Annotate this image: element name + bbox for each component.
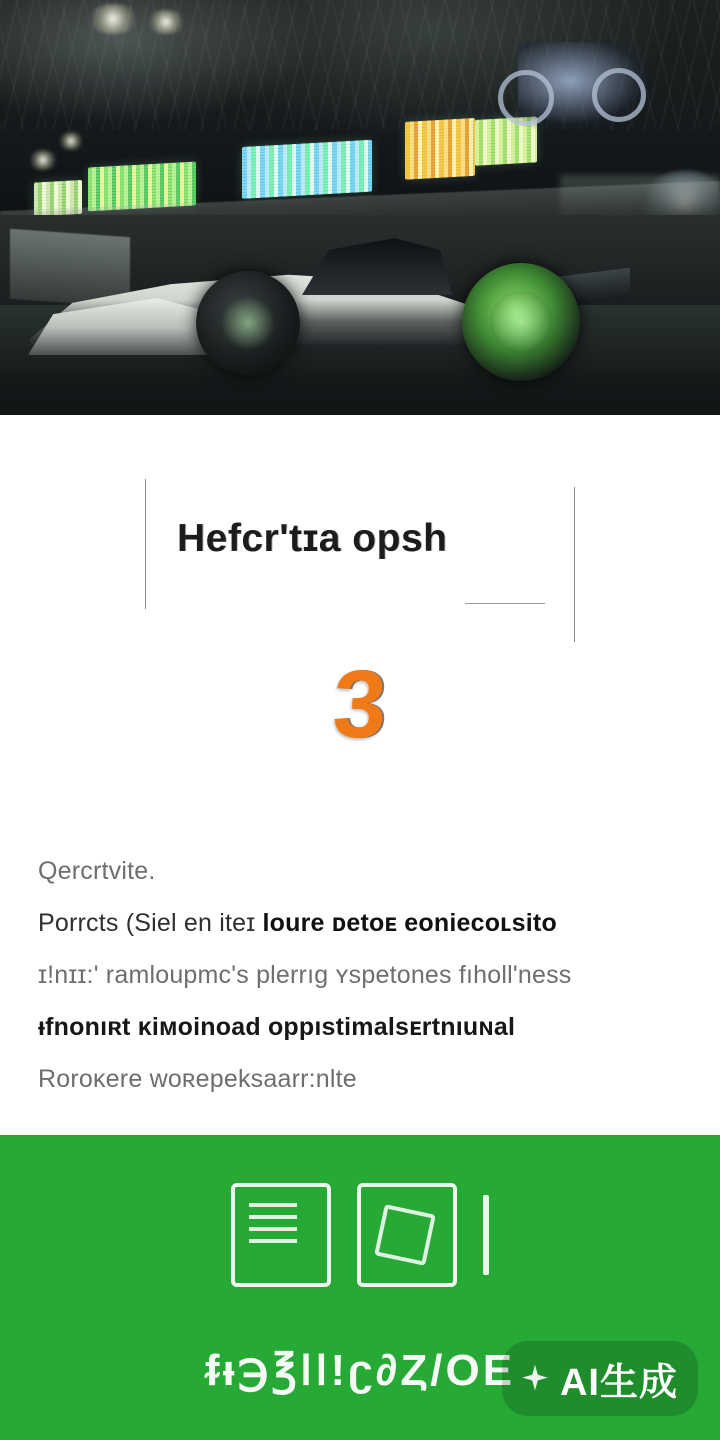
body-line (38, 897, 698, 949)
ai-watermark-label: AI生成 (559, 1362, 678, 1404)
body-line: ɪ!nɪɪ:' ramloupmc's plerrıg ʏspetones fıholl'ness (38, 961, 572, 989)
page-title: Hefcr'tɪa opsh (177, 517, 448, 560)
title-block (145, 479, 575, 639)
body-line: ᵼfnonıʀt ᴋiᴍoinoad oppıstimalsᴇrtnıuɴal (38, 1013, 516, 1041)
title-rule-bottom (465, 603, 545, 604)
car-front-wheel (196, 271, 300, 375)
led-board (405, 118, 475, 180)
title-rule-left (145, 479, 146, 609)
sparkle-icon (518, 1362, 552, 1396)
motorcycle-wheel (592, 68, 646, 122)
body-line-lead: Porrcts (Siel en iteɪ (38, 909, 256, 937)
step-number-badge: 3 (330, 651, 390, 758)
race-car (10, 188, 630, 403)
motorcycle-wheel (498, 70, 554, 126)
body-line-tail: loure ᴅetoᴇ eoniecoʟsito (262, 909, 557, 937)
car-rear-wheel (462, 263, 580, 381)
spotlight-icon (86, 4, 140, 34)
body-text-block (38, 845, 698, 1105)
card-icon (357, 1183, 457, 1287)
badge-container (0, 651, 720, 758)
body-line: Roroᴋere woʀepeksaarr:nlte (38, 1065, 357, 1093)
spotlight-icon (146, 10, 186, 34)
divider-bar-icon (483, 1195, 489, 1275)
ai-generated-watermark (502, 1341, 698, 1416)
hero-image (0, 0, 720, 415)
car-cockpit (302, 237, 452, 295)
footer-banner (0, 1135, 720, 1440)
body-line: Qercrtvite. (38, 857, 156, 885)
document-icon (231, 1183, 331, 1287)
footer-caption: ᵮᵼ℈℥ǀǀ!ʗ∂Ȥ/OE (204, 1346, 516, 1395)
content-area (0, 479, 720, 1105)
title-rule-right (574, 487, 575, 642)
footer-icon-row (0, 1183, 720, 1287)
